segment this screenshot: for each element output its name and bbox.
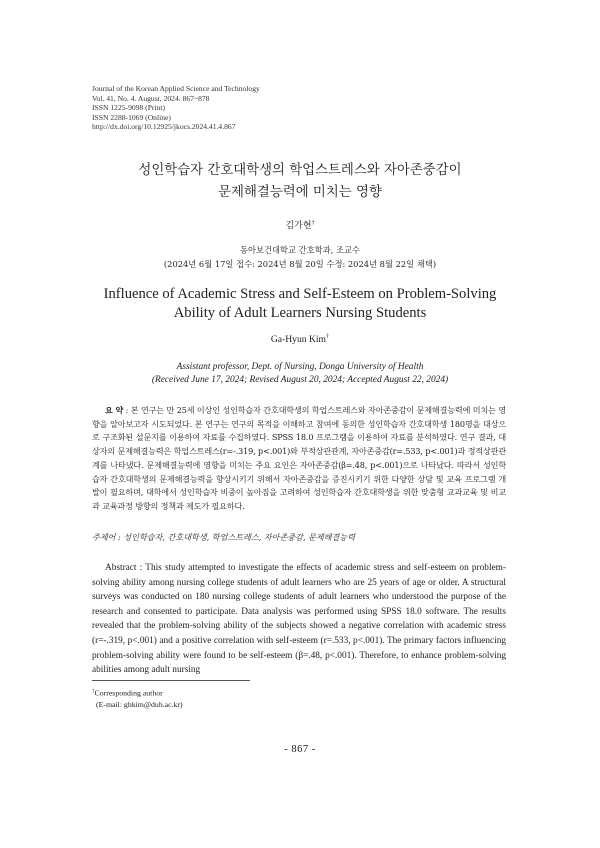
issn-print: ISSN 1225-9098 (Print) <box>92 103 165 113</box>
english-author-name: Ga-Hyun Kim <box>270 334 327 346</box>
english-author-mark: † <box>326 333 330 340</box>
korean-abstract-text: : 본 연구는 만 25세 이상인 성인학습자 간호대학생의 학업스트레스와 자아존중감이 문제해결능력에 미치는 영향을 알아보고자 시도되었다. 본 연구는 연구의 목적을 이해하고 참여에 동의한 성인학습자 간호대학생 180명을 대상으로 구조화된 설문지를 이용하여 자료를 수집하였다. SPSS 18.0 프로그램을 이용하여 자료를 분석하였다. 연구 결과, 대상자의 문제해결능력은 학업스트레스(r=-.319, p<.001)와 부적상관관계, 자아존중감(r=.533, p<.001)과 정적상관관계를 나타냈다. 문제해결능력에 영향을 미치는 주요 요인은 자아존중감(β=.48, p<.001)으로 나타났다. 따라서 성인학습자 간호대학생의 문제해결능력을 향상시키기 위해서 자아존중감을 증진시키기 위한 다양한 상담 및 교육 프로그램 개발이 필요하며, 대학에서 성인학습자 비중이 높아짐을 고려하여 성인학습자 간호대학생을 위한 맞춤형 교과교육 및 비교과 교육과정 방향의 정책과 제도가 필요하다. <box>92 405 506 511</box>
footnote-mark: † <box>92 688 95 694</box>
korean-author-name: 김가현 <box>285 221 312 231</box>
english-abstract-text: : This study attempted to investigate the effects of academic stress and self-esteem on problem-solving ability among nursing college students of adult learners who are 25 years of age or older. A structural surveys was conducted on 180 nursing college students of adult learners who understood the purpose of the research and consented to participate. Data analysis was performed using SPSS 18.0 software. The results revealed that the problem-solving ability of the subjects showed a negative correlation with academic stress (r=-.319, p<.001) and a positive correlation with self-esteem (r=.533, p<.001). The primary factors influencing problem-solving ability were found to be self-esteem (β=.48, p<.001). Therefore, to enhance problem-solving abilities among adult nursing <box>92 563 506 676</box>
footnote <box>92 686 183 711</box>
footnote-corresponding <box>92 686 183 699</box>
doi-link[interactable]: http://dx.doi.org/10.12925/jkocs.2024.41.4.867 <box>92 122 236 132</box>
english-author <box>0 333 600 345</box>
english-affiliation: Assistant professor, Dept. of Nursing, Donga University of Health <box>176 362 424 372</box>
english-abstract <box>92 561 506 678</box>
english-title-line2: Ability of Adult Learners Nursing Students <box>173 305 427 321</box>
english-title <box>0 285 600 323</box>
english-title-line1: Influence of Academic Stress and Self-Esteem on Problem-Solving <box>103 286 497 302</box>
korean-affiliation: 동아보건대학교 간호학과, 조교수 <box>239 245 361 255</box>
footnote-email: (E-mail: ghkim@duh.ac.kr) <box>96 700 183 710</box>
english-affiliation-block <box>0 361 600 387</box>
english-abstract-label: Abstract <box>105 563 137 573</box>
korean-author-mark: † <box>311 220 315 226</box>
korean-author <box>0 218 600 231</box>
korean-title <box>0 160 600 204</box>
footnote-divider <box>92 680 250 681</box>
journal-volume: Vol. 41, No. 4. August, 2024. 867~878 <box>92 93 210 103</box>
korean-abstract-label: 요 약 <box>105 405 124 415</box>
journal-name: Journal of the Korean Applied Science and Technology <box>92 84 260 93</box>
korean-affiliation-block <box>0 243 600 271</box>
issn-online: ISSN 2288-1069 (Online) <box>92 112 171 122</box>
korean-abstract <box>92 404 506 514</box>
journal-header <box>92 84 260 132</box>
korean-title-line1: 성인학습자 간호대학생의 학업스트레스와 자아존중감이 <box>138 163 462 178</box>
english-dates: (Received June 17, 2024; Revised August 20, 2024; Accepted August 22, 2024) <box>151 375 449 385</box>
footnote-label: Corresponding author <box>94 688 163 698</box>
korean-dates: (2024년 6월 17일 접수: 2024년 8월 20일 수정: 2024년 8월 22일 채택) <box>163 259 437 269</box>
page-number: - 867 - <box>284 744 316 755</box>
korean-keywords: 주제어 : 성인학습자, 간호대학생, 학업스트레스, 자아존중감, 문제해결능력 <box>92 532 356 542</box>
korean-title-line2: 문제해결능력에 미치는 영향 <box>218 185 382 200</box>
